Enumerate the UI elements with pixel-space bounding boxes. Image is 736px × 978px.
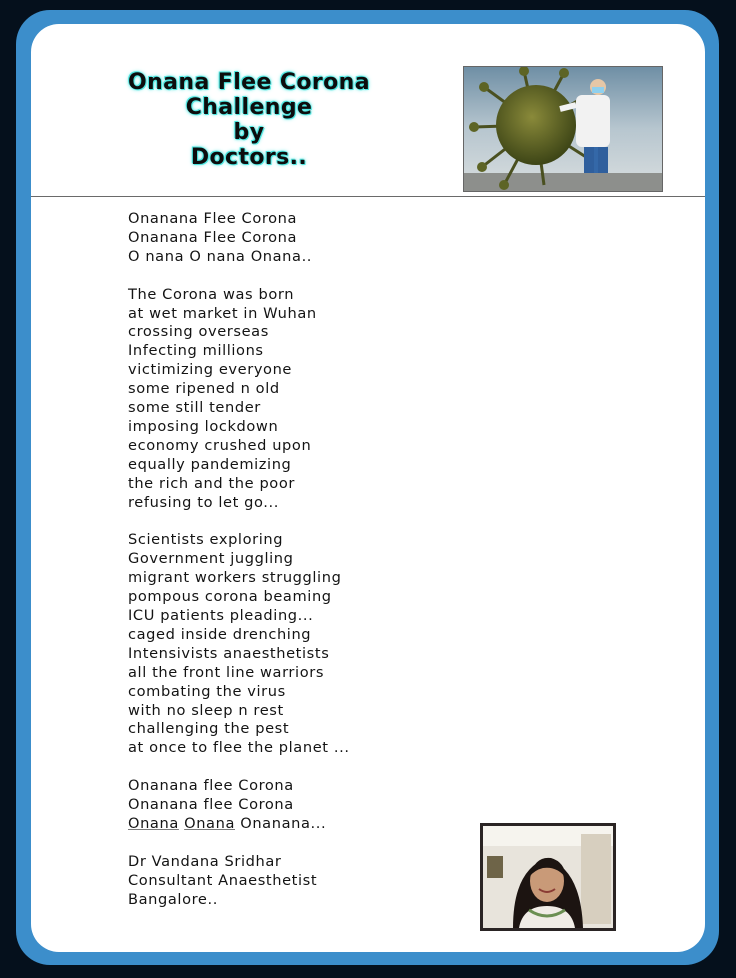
poem-line: at wet market in Wuhan [128, 304, 317, 322]
hero-image [463, 66, 663, 192]
poem-line: with no sleep n rest [128, 701, 284, 719]
poem-line: victimizing everyone [128, 361, 293, 379]
poem-line: economy crushed upon [128, 436, 312, 454]
poem-line: some ripened n old [128, 380, 280, 398]
poem-line [128, 815, 350, 834]
stanza [128, 531, 350, 758]
poem-line: the rich and the poor [128, 474, 295, 492]
signature [128, 853, 350, 910]
poem-line: refusing to let go... [128, 493, 279, 511]
poem-card [31, 24, 705, 952]
poem-line: Government juggling [128, 550, 294, 568]
author-city: Bangalore.. [128, 890, 218, 908]
poem-line: crossing overseas [128, 323, 269, 341]
poem-line: Infecting millions [128, 342, 264, 360]
poem-body [128, 210, 350, 928]
author-role: Consultant Anaesthetist [128, 871, 318, 889]
title-line: Doctors.. [190, 145, 308, 170]
stanza [128, 777, 350, 834]
doctor-pushing-virus-image [464, 67, 662, 191]
poem-line: Intensivists anaesthetists [128, 644, 330, 662]
underlined-word: Onana [128, 814, 179, 832]
page-title [69, 70, 429, 170]
poem-line: at once to flee the planet ... [128, 739, 350, 757]
poem-line: all the front line warriors [128, 663, 325, 681]
author-photo [480, 823, 616, 931]
title-line: Onana Flee Corona [128, 70, 370, 95]
poem-line: challenging the pest [128, 720, 290, 738]
author-name: Dr Vandana Sridhar [128, 852, 282, 870]
poem-line: Scientists exploring [128, 531, 284, 549]
poem-line: Onanana Flee Corona [128, 228, 298, 246]
poem-line: some still tender [128, 399, 261, 417]
poem-line: Onanana Flee Corona [128, 210, 298, 227]
poem-line: Onanana flee Corona [128, 777, 294, 795]
underlined-word: Onana [184, 814, 235, 832]
poem-line: pompous corona beaming [128, 588, 332, 606]
poem-line: migrant workers struggling [128, 569, 342, 587]
poem-line: caged inside drenching [128, 625, 312, 643]
title-line: by [233, 120, 265, 145]
poem-line: Onanana flee Corona [128, 796, 294, 814]
portrait-image [483, 826, 613, 928]
poem-line: equally pandemizing [128, 455, 292, 473]
line-end: Onanana... [240, 814, 327, 832]
title-line: Challenge [185, 95, 313, 120]
poem-line: The Corona was born [128, 285, 295, 303]
header-divider [31, 196, 705, 197]
poem-line: imposing lockdown [128, 417, 279, 435]
stanza [128, 210, 350, 267]
poem-line: O nana O nana Onana.. [128, 247, 313, 265]
stanza [128, 286, 350, 513]
poem-line: ICU patients pleading... [128, 607, 314, 624]
poem-line: combating the virus [128, 682, 286, 700]
